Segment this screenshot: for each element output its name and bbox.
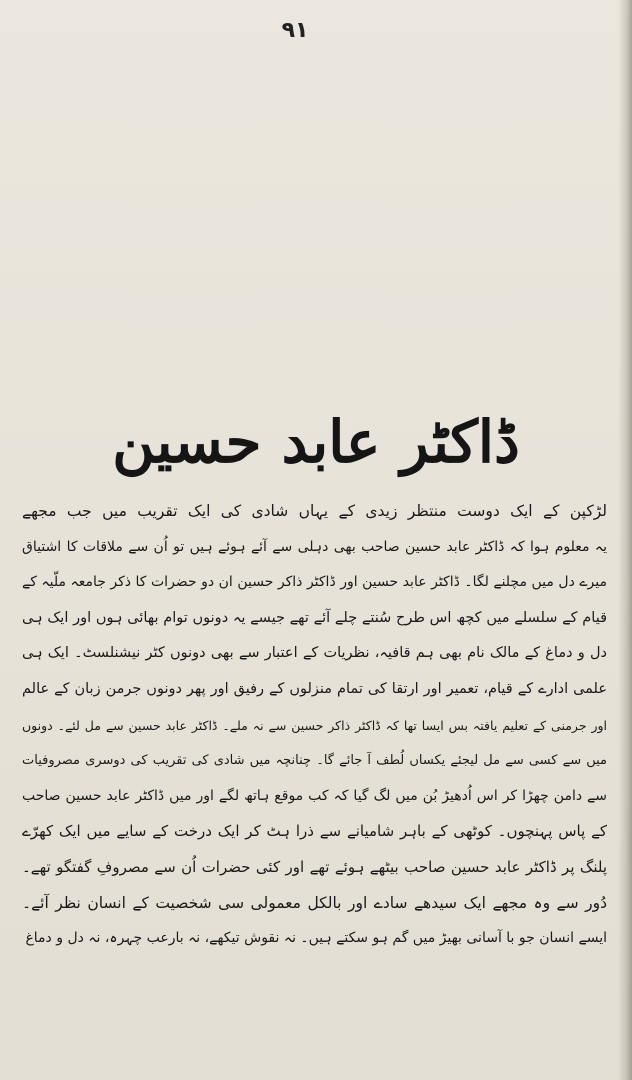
- text-line: دُور سے وہ مجھے ایک سیدھے سادے اور بالکل معمولی سی شخصیت کے انسان نظر آئے۔: [22, 893, 607, 912]
- text-line: اور جرمنی کے تعلیم یافتہ بس ایسا تھا کہ ڈاکٹر ذاکر حسین سے نہ ملے۔ ڈاکٹر عابد حسین سے مل لئے۔ دونوں: [22, 717, 607, 733]
- body-paragraph: [22, 494, 607, 957]
- text-line: میں سے کسی سے مل لیجئے یکساں لُطف آ جائے گا۔ چنانچہ میں شادی کی تقریب کی دوسری مصروفیات: [22, 753, 607, 769]
- text-line: دل و دماغ کے مالک نام بھی ہم قافیہ، نظریات کے اعتبار سے بھی دونوں کٹر نیشنلسٹ۔ ایک ہی: [22, 645, 607, 662]
- chapter-title: ڈاکٹر عابد حسین: [112, 408, 520, 476]
- text-line: علمی ادارے کے قیام، تعمیر اور ارتقا کی تمام منزلوں کے رفیق اور پھر دونوں جرمن زبان کے عالم: [22, 680, 607, 697]
- text-line: یہ معلوم ہوا کہ ڈاکٹر عابد حسین صاحب بھی دہلی سے آئے ہوئے ہیں تو اُن سے ملاقات کا اشتیاق: [22, 538, 607, 555]
- text-line: کے پاس پہنچوں۔ کوٹھی کے باہر شامیانے سے ذرا ہٹ کر ایک درخت کے سایے میں ایک کھرّے: [22, 822, 607, 841]
- book-spine-shadow: [618, 0, 632, 1080]
- page-number: ۹۱: [281, 18, 309, 43]
- bleed-through-texture: [30, 70, 600, 310]
- text-line: سے دامن چھڑا کر اس اُدھیڑ بُن میں لگ گیا کہ کب موقع ہاتھ لگے اور میں ڈاکٹر عابد حسین صاحب: [22, 787, 607, 804]
- text-line: لڑکپن کے ایک دوست منتظر زیدی کے یہاں شادی کی ایک تقریب میں جب مجھے: [22, 502, 607, 520]
- text-line: میرے دل میں مچلنے لگا۔ ڈاکٹر عابد حسین اور ڈاکٹر ذاکر حسین ان دو حضرات کا ذکر جامعہ ملّیہ کے: [22, 574, 607, 591]
- text-line: ایسے انسان جو با آسانی بھیڑ میں گم ہو سکتے ہیں۔ نہ نقوش تیکھے، نہ بارعب چہرہ، نہ دل و دماغ: [25, 930, 607, 947]
- text-line: قیام کے سلسلے میں کچھ اس طرح سُنتے چلے آئے تھے جیسے یہ دونوں توام بھائی ہوں اور ایک ہی: [22, 609, 607, 626]
- text-line: پلنگ پر ڈاکٹر عابد حسین صاحب بیٹھے ہوئے تھے اور کئی حضرات اُن سے مصروفِ گفتگو تھے۔: [22, 857, 607, 876]
